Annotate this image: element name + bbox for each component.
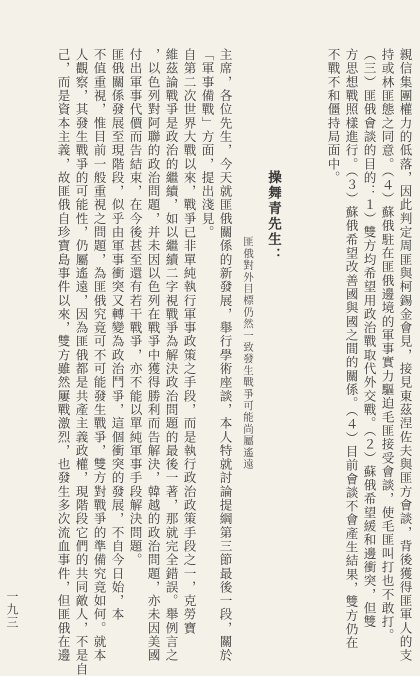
text-column: 自第二次世界大戰以來，戰爭已非單純執行軍事政策之手段，而是執行政治政策手段之一，克勞寶 xyxy=(181,48,197,635)
text-column: 「軍事備戰」方面，提出淺見。 xyxy=(199,48,215,240)
text-column: 親信集團權力的低落，因此判定周匪與柯錫金會見，接見東茲涅佐夫與匪方會談，背後獲得匪軍人的支 xyxy=(397,48,413,663)
page-number: 一九三 xyxy=(5,590,19,629)
text-column: 付出軍事代價而告結束，在今後甚至還有若干戰爭，亦不能以單純軍事手段解決問題。 xyxy=(127,48,143,567)
text-column: 持或林匪態之同意。（４）蘇俄駐在匪俄邊境的軍事實力驅迫毛匪接受會談，使毛匪叫打也不敢打。 xyxy=(379,48,395,643)
text-column: 己，而是資本主義，故匪俄自珍寶島事件以來，雙方雖然屢戰激烈，也發生多次流血事件，但匪俄在邊 xyxy=(55,48,71,663)
text-column: 人觀察，其發生戰爭的可能性，仍屬遙遠，因為匪俄都是共產主義政權，現階段它們的共同敵人，不是自 xyxy=(73,48,89,676)
section-subtitle: 匪俄對外目標仍然一致發生戰爭可能尚屬遙遠 xyxy=(242,236,254,470)
text-column: 維茲論戰爭是政治的繼續，如以繼續二字視戰爭為解決政治問題的最後一著，那就完全錯誤。舉例言之 xyxy=(163,48,179,663)
text-column: （三）匪俄會談的目的：１）雙方均希望用政治戰取代外交戰。（２）蘇俄希望緩和邊衝突，但雙 xyxy=(361,48,377,629)
speaker-name: 操舞青先生： xyxy=(265,170,281,263)
text-column: 不戰不和僵持局面中。 xyxy=(325,48,341,185)
text-column: 匪俄關係發展至現階段，似乎由軍事衝突又轉變為政治鬥爭，這個衝突的發展，不自今日始，本 xyxy=(109,48,125,622)
text-column: 方思想戰照樣進行。（３）蘇俄希望改善國與國之間的關係。（４）目前會談不會產生結果，雙方仍在 xyxy=(343,48,359,650)
text-column: ，以色列對阿聯的政治問題，并未因以色列在戰爭中獲得勝利而告解決，韓越的政治問題，亦未因美國 xyxy=(145,48,161,663)
text-column: 主席，各位先生，今天就匪俄關係的新發展，舉行學術座談，本人特就討論提綱第三節最後一段，關於 xyxy=(217,48,233,663)
text-column: 不值重視，惟目前一般重視之問題，為匪俄究竟可不可能發生戰爭，雙方對戰爭的準備究竟如何。就本 xyxy=(91,48,107,663)
